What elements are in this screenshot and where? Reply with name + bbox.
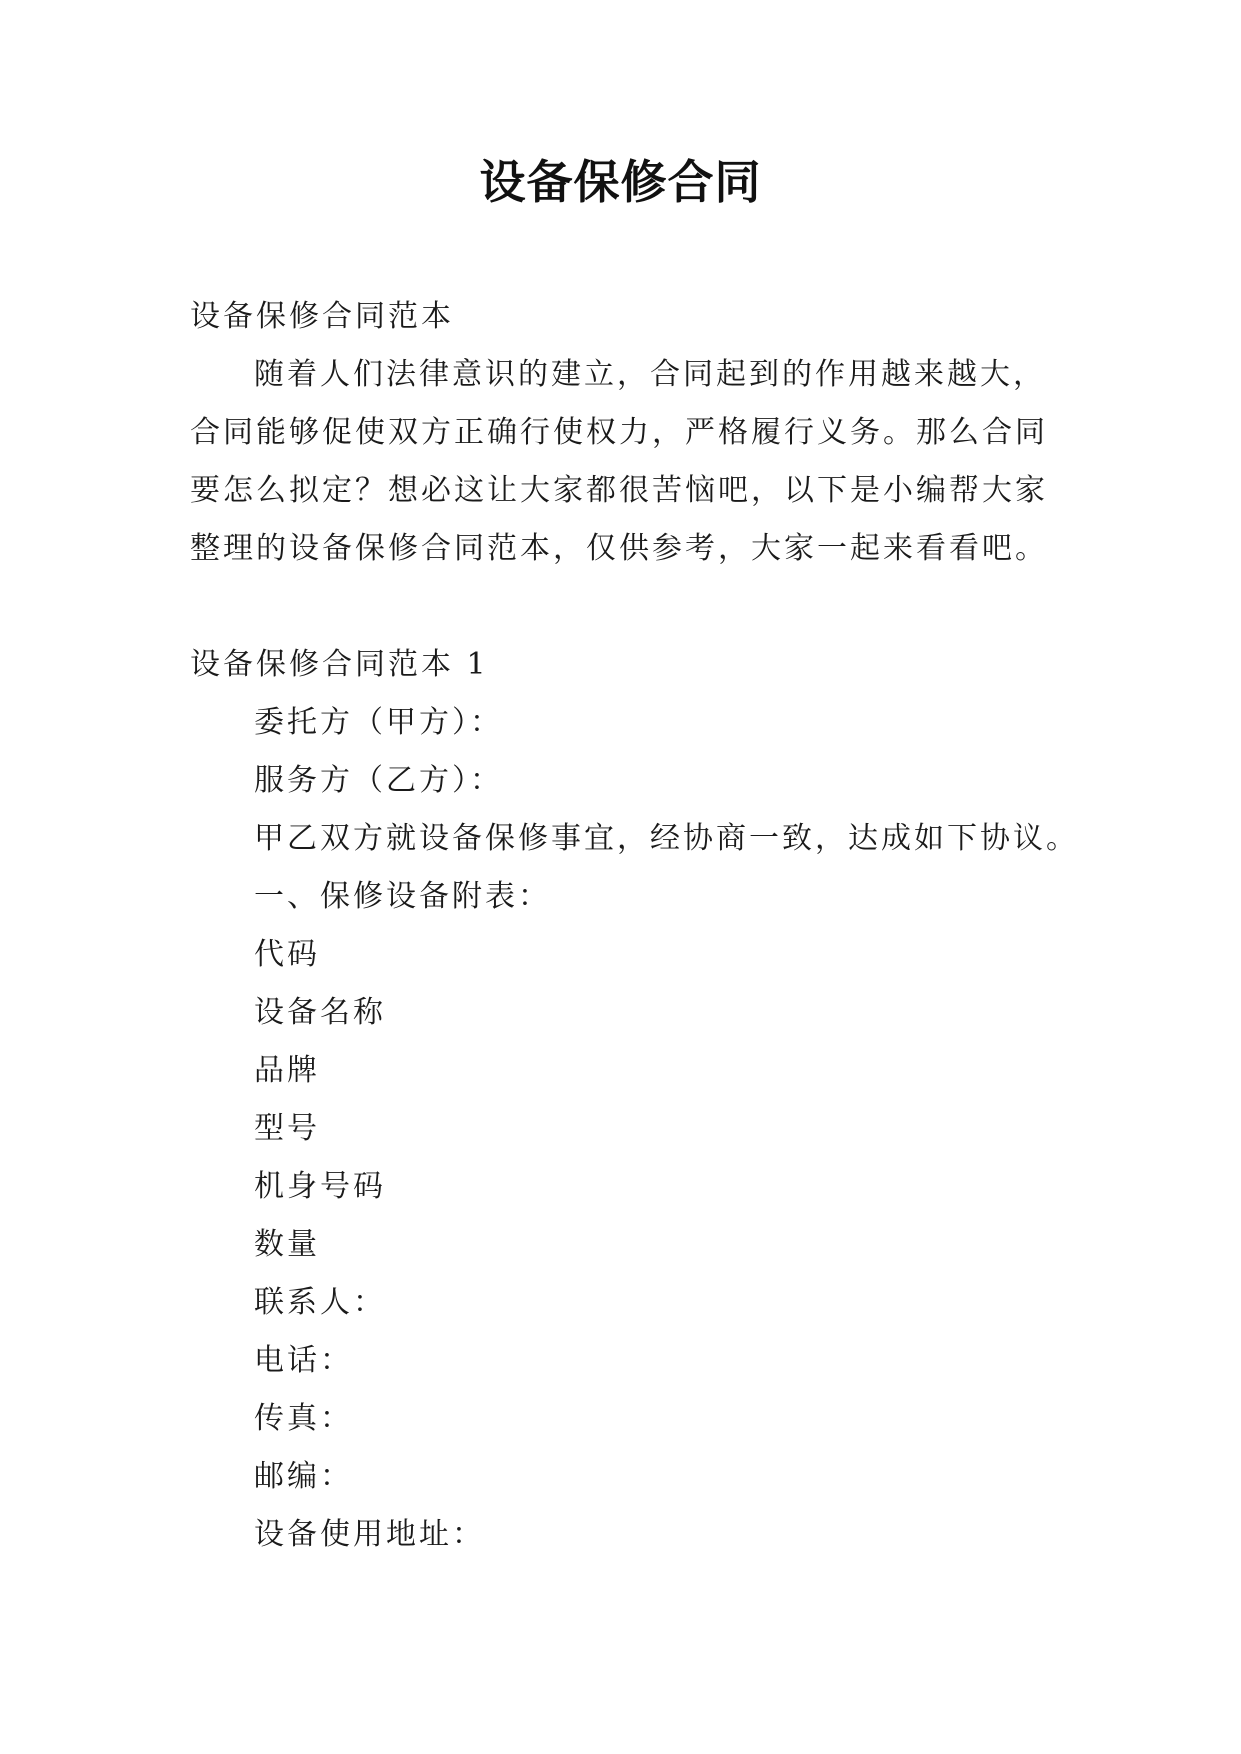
field-usage-address: 设备使用地址： xyxy=(254,1517,485,1552)
paragraph-gap xyxy=(190,578,1070,636)
equipment-table-heading: 一、保修设备附表： xyxy=(254,879,551,914)
field-fax: 传真： xyxy=(254,1401,353,1436)
party-a-line: 委托方（甲方）： xyxy=(254,705,503,740)
field-contact: 联系人： xyxy=(254,1285,386,1320)
document-body xyxy=(190,288,1079,1564)
template-heading: 设备保修合同范本 1 xyxy=(190,647,489,682)
field-code: 代码 xyxy=(254,937,320,972)
agreement-line: 甲乙双方就设备保修事宜，经协商一致，达成如下协议。 xyxy=(254,821,1079,856)
intro-paragraph: 随着人们法律意识的建立，合同起到的作用越来越大，合同能够促使双方正确行使权力，严格履行义务。那么合同要怎么拟定？想必这让大家都很苦恼吧，以下是小编帮大家整理的设备保修合同范本，仅供参考，大家一起来看看吧。 xyxy=(190,357,1048,566)
section-heading: 设备保修合同范本 xyxy=(190,299,454,334)
field-postcode: 邮编： xyxy=(254,1459,353,1494)
party-b-line: 服务方（乙方）： xyxy=(254,763,503,798)
field-equipment-name: 设备名称 xyxy=(254,995,386,1030)
document-title: 设备保修合同 xyxy=(479,155,762,209)
field-phone: 电话： xyxy=(254,1343,353,1378)
field-serial-number: 机身号码 xyxy=(254,1169,386,1204)
field-quantity: 数量 xyxy=(254,1227,320,1262)
field-brand: 品牌 xyxy=(254,1053,320,1088)
field-model: 型号 xyxy=(254,1111,320,1146)
